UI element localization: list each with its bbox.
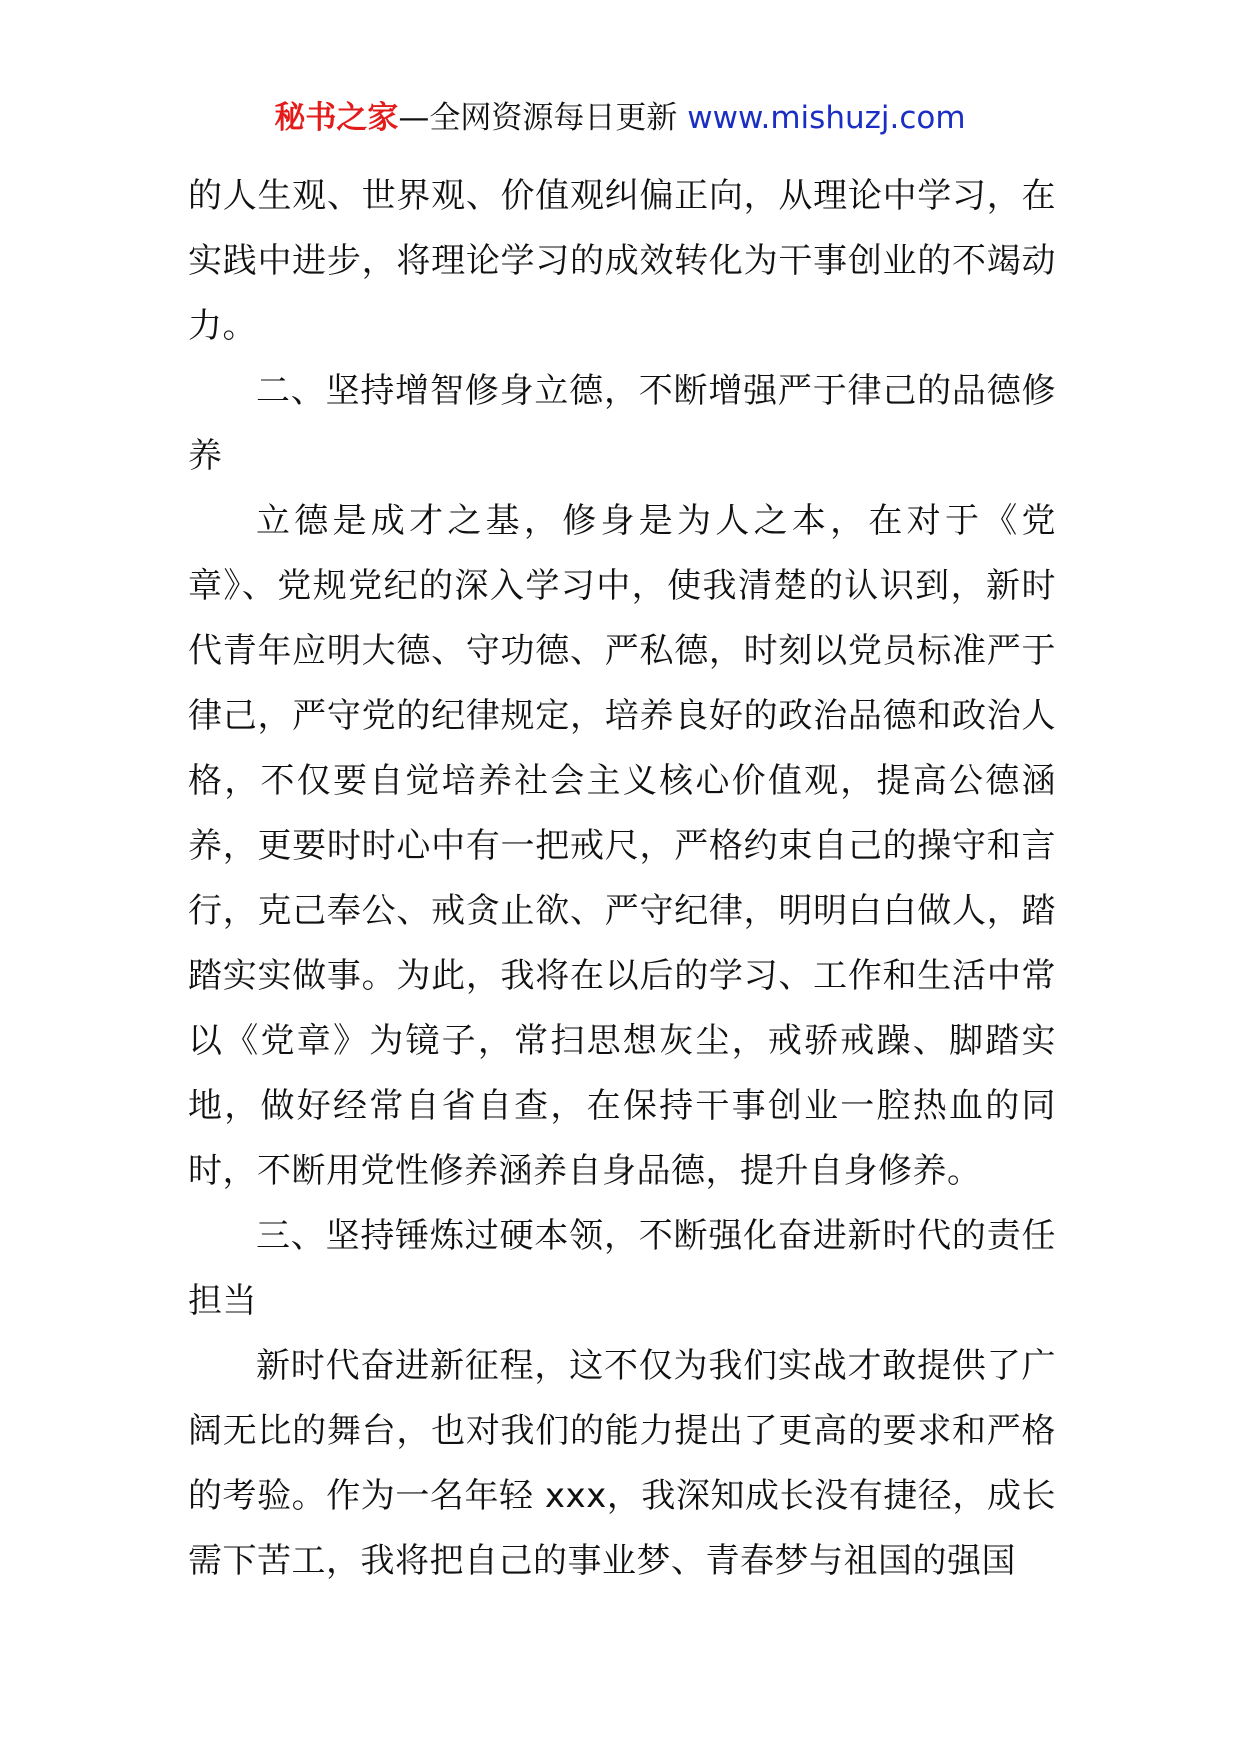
site-url-link[interactable]: www.mishuzj.com [687, 100, 966, 136]
section-heading-2: 二、坚持增智修身立德，不断增强严于律己的品德修养 [188, 371, 1056, 476]
section-heading-3: 三、坚持锤炼过硬本领，不断强化奋进新时代的责任担当 [188, 1216, 1056, 1321]
paragraph-continuation: 的人生观、世界观、价值观纠偏正向，从理论中学习，在实践中进步，将理论学习的成效转化为干事创业的不竭动力。 [188, 176, 1056, 346]
brand-name: 秘书之家 [274, 100, 399, 136]
document-body [188, 164, 1056, 1594]
paragraph-body: 新时代奋进新征程，这不仅为我们实战才敢提供了广阔无比的舞台，也对我们的能力提出了更高的要求和严格的考验。作为一名年轻 xxx，我深知成长没有捷径，成长需下苦工，我将把自己的事业梦、青春梦与祖国的强国 [188, 1346, 1056, 1581]
page-header [0, 98, 1240, 138]
header-tagline: —全网资源每日更新 [398, 100, 678, 136]
paragraph-body: 立德是成才之基，修身是为人之本，在对于《党章》、党规党纪的深入学习中，使我清楚的认识到，新时代青年应明大德、守功德、严私德，时刻以党员标准严于律己，严守党的纪律规定，培养良好的政治品德和政治人格，不仅要自觉培养社会主义核心价值观，提高公德涵养，更要时时心中有一把戒尺，严格约束自己的操守和言行，克己奉公、戒贪止欲、严守纪律，明明白白做人，踏踏实实做事。为此，我将在以后的学习、工作和生活中常以《党章》为镜子，常扫思想灰尘，戒骄戒躁、脚踏实地，做好经常自省自查，在保持干事创业一腔热血的同时，不断用党性修养涵养自身品德，提升自身修养。 [188, 501, 1056, 1191]
